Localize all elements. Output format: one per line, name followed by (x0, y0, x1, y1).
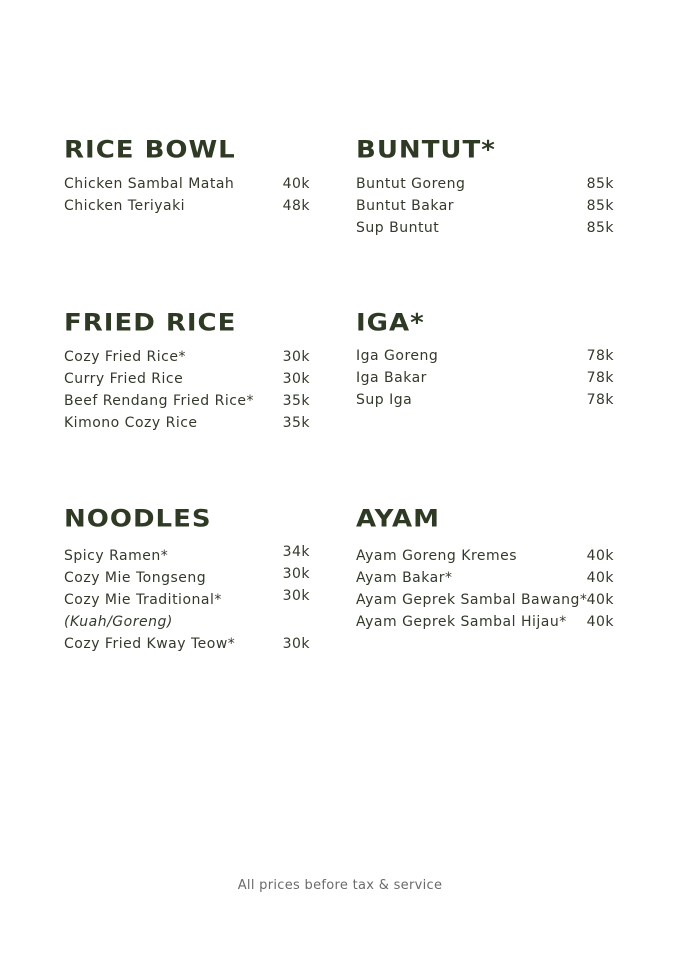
menu-item-price: 85k (586, 176, 614, 192)
menu-item-name: Ayam Geprek Sambal Bawang* (356, 592, 588, 608)
menu-item-name: Buntut Bakar (356, 198, 455, 214)
section-title-rice-bowl: RICE BOWL (64, 136, 236, 164)
menu-item-price: 35k (282, 415, 310, 431)
menu-item-price: 34k (282, 544, 310, 560)
menu-item (64, 195, 314, 217)
menu-item (356, 195, 618, 217)
menu-item (64, 545, 314, 567)
menu-item (64, 412, 314, 434)
menu-item-price: 40k (586, 570, 614, 586)
section-buntut (356, 138, 618, 248)
menu-item-name: Curry Fried Rice (64, 371, 184, 387)
menu-list-ayam (356, 545, 618, 633)
menu-item-name: Cozy Fried Rice* (64, 349, 186, 365)
menu-item-price: 78k (586, 392, 614, 408)
menu-item-name: Ayam Goreng Kremes (356, 548, 518, 564)
menu-item-name: Chicken Sambal Matah (64, 176, 235, 192)
menu-item-name: Iga Bakar (356, 370, 427, 386)
menu-item (356, 173, 618, 195)
menu-item-price: 35k (282, 393, 310, 409)
menu-item-price: 40k (586, 548, 614, 564)
menu-list-noodles (64, 545, 314, 655)
section-title-fried-rice: FRIED RICE (64, 309, 237, 337)
footer-note: All prices before tax & service (237, 878, 443, 893)
menu-item (64, 173, 314, 195)
menu-item-name: Cozy Fried Kway Teow* (64, 636, 236, 652)
menu-item-price: 40k (282, 176, 310, 192)
section-title-ayam: AYAM (356, 505, 440, 533)
section-iga (356, 311, 618, 421)
menu-item-price: 78k (586, 348, 614, 364)
menu-item (356, 545, 618, 567)
menu-item (356, 217, 618, 239)
menu-item-price: 30k (282, 371, 310, 387)
menu-item-price: 85k (586, 198, 614, 214)
menu-item-name: Chicken Teriyaki (64, 198, 186, 214)
menu-item (64, 390, 314, 412)
menu-item-price: 30k (282, 636, 310, 652)
menu-item-name: Spicy Ramen* (64, 548, 169, 564)
menu-list-fried-rice (64, 346, 314, 434)
section-title-iga: IGA* (356, 309, 425, 337)
menu-item-price: 40k (586, 614, 614, 630)
menu-list-rice-bowl (64, 173, 314, 217)
menu-item-price: 78k (586, 370, 614, 386)
menu-item (64, 567, 314, 589)
menu-item-price: 48k (282, 198, 310, 214)
menu-item (64, 589, 314, 611)
menu-item-name: (Kuah/Goreng) (64, 614, 173, 630)
menu-item-name: Cozy Mie Tongseng (64, 570, 207, 586)
menu-item (356, 611, 618, 633)
menu-item-name: Kimono Cozy Rice (64, 415, 198, 431)
menu-list-iga (356, 345, 618, 411)
menu-item (356, 567, 618, 589)
menu-item-name: Sup Buntut (356, 220, 440, 236)
menu-item-name: Buntut Goreng (356, 176, 466, 192)
menu-item-name: Ayam Geprek Sambal Hijau* (356, 614, 567, 630)
section-title-noodles: NOODLES (64, 505, 212, 533)
menu-item-price: 30k (282, 349, 310, 365)
menu-item (356, 389, 618, 411)
menu-list-buntut (356, 173, 618, 239)
menu-item-name: Sup Iga (356, 392, 413, 408)
menu-item (356, 345, 618, 367)
menu-item-price: 30k (282, 588, 310, 604)
section-ayam (356, 507, 618, 647)
menu-item-name: Cozy Mie Traditional* (64, 592, 222, 608)
menu-item (356, 589, 618, 611)
menu-item-price: 40k (586, 592, 614, 608)
menu-item-name: Iga Goreng (356, 348, 439, 364)
menu-item-price: 85k (586, 220, 614, 236)
menu-item (64, 633, 314, 655)
menu-item (64, 368, 314, 390)
menu-item-name: Beef Rendang Fried Rice* (64, 393, 255, 409)
section-noodles (64, 507, 314, 667)
section-title-buntut: BUNTUT* (356, 136, 496, 164)
menu-item (64, 346, 314, 368)
menu-item (356, 367, 618, 389)
menu-item-price: 30k (282, 566, 310, 582)
section-fried-rice (64, 311, 314, 441)
menu-item-note (64, 611, 314, 633)
section-rice-bowl (64, 138, 314, 228)
menu-item-name: Ayam Bakar* (356, 570, 453, 586)
